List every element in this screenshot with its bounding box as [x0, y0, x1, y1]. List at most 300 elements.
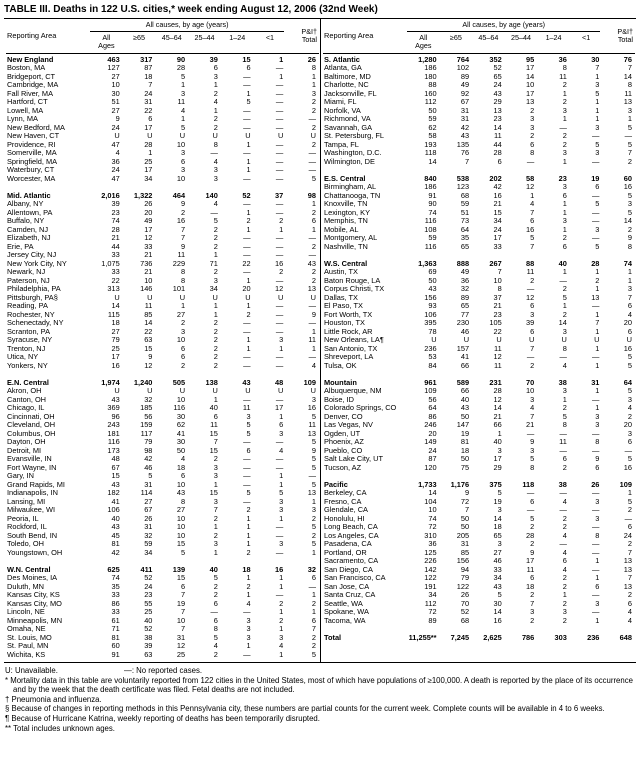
cell-25-44: 7	[213, 505, 218, 515]
cell-25-44: 15	[209, 488, 218, 498]
table-row	[323, 498, 635, 507]
cell-lt-1: —	[275, 241, 284, 251]
reporting-area-label: St. Petersburg, FL	[324, 132, 384, 141]
table-row	[323, 302, 635, 311]
cell-1-24: 3	[246, 624, 251, 634]
cell-all-ages: 149	[424, 437, 437, 447]
cell-1-24: —	[243, 148, 251, 158]
cell-ge-65: 76	[460, 148, 470, 158]
table-row	[323, 243, 635, 252]
table-row	[6, 285, 319, 294]
table-row	[6, 404, 319, 413]
table-row	[6, 608, 319, 617]
table-row	[6, 387, 319, 396]
cell-1-24: 1	[246, 139, 251, 149]
cell-lt-1: —	[275, 309, 284, 319]
cell-1-24: 6	[562, 190, 567, 200]
table-row	[6, 634, 319, 643]
cell-25-44: 7	[530, 343, 535, 353]
cell-45-64: 43	[493, 581, 502, 591]
cell-all-ages: 106	[107, 505, 120, 515]
cell-25-44: 21	[526, 420, 535, 430]
cell-pi-total: —	[308, 156, 316, 166]
cell-all-ages: 45	[111, 530, 120, 540]
table-row	[323, 294, 635, 303]
cell-1-24: 2	[562, 309, 567, 319]
cell-lt-1: —	[592, 505, 600, 515]
cell-all-ages: 43	[111, 394, 120, 404]
cell-1-24: —	[559, 275, 567, 285]
cell-25-44: 2	[530, 105, 535, 115]
reporting-area-label: Fort Wayne, IN	[7, 463, 57, 472]
cell-all-ages: 15	[111, 471, 120, 481]
cell-all-ages: 59	[428, 114, 437, 124]
cell-lt-1: —	[592, 352, 600, 362]
cell-ge-65: U	[463, 335, 470, 345]
cell-all-ages: 58	[428, 131, 437, 141]
cell-1-24: 3	[246, 411, 251, 421]
cell-1-24: —	[559, 122, 567, 132]
cell-pi-total: 11	[308, 420, 316, 430]
cell-1-24: 5	[562, 292, 567, 302]
cell-pi-total: —	[308, 114, 316, 124]
cell-1-24: 3	[562, 386, 567, 396]
cell-1-24: —	[243, 318, 251, 328]
cell-pi-total: 1	[311, 590, 316, 600]
table-row	[323, 523, 635, 532]
cell-lt-1: U	[594, 335, 600, 345]
cell-ge-65: 32	[144, 394, 153, 404]
cell-ge-65: 26	[460, 590, 470, 600]
reporting-area-label: Boise, ID	[324, 395, 354, 404]
reporting-area-label: Erie, PA	[7, 242, 34, 251]
cell-1-24: —	[559, 539, 567, 549]
cell-45-64: 4	[181, 454, 186, 464]
cell-pi-total: 5	[627, 496, 632, 506]
cell-ge-65: 32	[144, 530, 153, 540]
cell-ge-65: 9	[465, 488, 470, 498]
cell-lt-1: —	[275, 522, 284, 532]
cell-ge-65: 36	[460, 275, 470, 285]
cell-1-24: 1	[562, 267, 567, 277]
reporting-area-label: Lynn, MA	[7, 115, 38, 124]
reporting-area-label: Worcester, MA	[7, 174, 56, 183]
cell-ge-65: 26	[144, 513, 153, 523]
cell-pi-total: 2	[311, 598, 316, 608]
cell-1-24: 5	[246, 488, 251, 498]
reporting-area-label: San Jose, CA	[324, 582, 370, 591]
cell-ge-65: 24	[144, 88, 153, 98]
cell-pi-total: 2	[311, 275, 316, 285]
reporting-area-label: Trenton, NJ	[7, 344, 46, 353]
cell-all-ages: 25	[111, 343, 120, 353]
table-row	[6, 430, 319, 439]
cell-lt-1: 4	[279, 445, 284, 455]
reporting-area-label: Rockford, IL	[7, 523, 47, 532]
cell-all-ages: 24	[111, 122, 120, 132]
cell-ge-65: 1,322	[133, 190, 153, 200]
cell-25-44: 16	[526, 224, 535, 234]
table-row	[6, 226, 319, 235]
cell-45-64: 231	[489, 377, 502, 387]
cell-pi-total: —	[624, 131, 632, 141]
cell-pi-total: 14	[623, 216, 632, 226]
cell-ge-65: 65	[460, 241, 470, 251]
cell-1-24: 1	[562, 224, 567, 234]
cell-ge-65: 31	[460, 114, 470, 124]
cell-25-44: 17	[526, 63, 535, 73]
cell-all-ages: 226	[424, 556, 437, 566]
table-row	[6, 73, 319, 82]
cell-25-44: 3	[213, 539, 218, 549]
reporting-area-label: Pittsburgh, PA§	[7, 293, 58, 302]
reporting-area-label: Paterson, NJ	[7, 276, 50, 285]
cell-lt-1: 3	[279, 428, 284, 438]
cell-pi-total: 109	[619, 479, 632, 489]
cell-45-64: 28	[176, 63, 186, 73]
cell-1-24: 1	[246, 522, 251, 532]
cell-ge-65: 49	[460, 80, 470, 90]
table-row-region	[323, 634, 635, 643]
cell-lt-1: 1	[279, 224, 284, 234]
cell-ge-65: 70	[460, 598, 470, 608]
cell-1-24: 36	[558, 54, 567, 64]
cell-1-24: 6	[562, 454, 567, 464]
cell-all-ages: 40	[111, 513, 120, 523]
cell-1-24: 1	[246, 88, 251, 98]
cell-pi-total: 3	[311, 394, 316, 404]
cell-lt-1: 3	[279, 496, 284, 506]
cell-lt-1: 1	[595, 71, 600, 81]
cell-lt-1: 1	[595, 97, 600, 107]
cell-45-64: 6	[181, 343, 186, 353]
cell-ge-65: 55	[144, 598, 153, 608]
table-row	[6, 158, 319, 167]
cell-1-24: 1	[246, 590, 251, 600]
cell-pi-total: 74	[623, 258, 632, 268]
cell-pi-total: 5	[311, 437, 316, 447]
cell-45-64: 37	[493, 292, 502, 302]
cell-pi-total: 6	[627, 301, 632, 311]
cell-25-44: —	[526, 156, 535, 166]
cell-25-44: 12	[526, 182, 535, 192]
cell-1-24: —	[243, 454, 251, 464]
cell-1-24: —	[559, 352, 567, 362]
reporting-area-label: Wichita, KS	[7, 650, 46, 659]
cell-ge-65: 75	[460, 462, 470, 472]
cell-pi-total: 98	[307, 190, 316, 200]
cell-45-64: 11	[494, 131, 502, 141]
table-row	[323, 413, 635, 422]
cell-45-64: 41	[176, 428, 186, 438]
cell-all-ages: 104	[424, 496, 437, 506]
cell-45-64: U	[179, 131, 186, 141]
cell-45-64: 34	[493, 573, 502, 583]
cell-all-ages: 395	[424, 318, 437, 328]
reporting-area-label: Sacramento, CA	[324, 557, 379, 566]
cell-all-ages: 17	[111, 352, 120, 362]
cell-ge-65: U	[147, 131, 153, 141]
cell-1-24: 1	[246, 156, 251, 166]
table-row-region	[323, 260, 635, 269]
cell-pi-total: U	[310, 131, 316, 141]
cell-25-44: 11	[210, 420, 218, 430]
cell-45-64: 4	[181, 105, 186, 115]
cell-25-44: 8	[530, 148, 535, 158]
cell-lt-1: 3	[595, 496, 600, 506]
cell-25-44: 1	[213, 309, 218, 319]
cell-ge-65: 117	[140, 428, 153, 438]
cell-25-44: 1	[213, 522, 218, 532]
cell-45-64: 1	[181, 301, 186, 311]
header-age-col-ge-65: ≥65	[133, 33, 146, 43]
cell-all-ages: 840	[424, 173, 437, 183]
reporting-area-label: Shreveport, LA	[324, 353, 374, 362]
cell-all-ages: U	[431, 335, 437, 345]
table-row	[323, 489, 635, 498]
reporting-area-label: Portland, OR	[324, 548, 367, 557]
cell-pi-total: —	[308, 352, 316, 362]
cell-25-44: 8	[213, 139, 218, 149]
cell-1-24: 18	[242, 564, 251, 574]
reporting-area-label: Knoxville, TN	[324, 200, 368, 209]
cell-45-64: 18	[176, 462, 186, 472]
reporting-area-label: Scranton, PA	[7, 327, 50, 336]
cell-1-24: 2	[562, 522, 567, 532]
cell-lt-1: U	[277, 131, 284, 141]
cell-pi-total: 2	[311, 530, 316, 540]
table-row	[323, 396, 635, 405]
cell-1-24: —	[243, 233, 251, 243]
cell-25-44: 17	[526, 556, 535, 566]
cell-all-ages: 112	[424, 598, 437, 608]
cell-ge-65: 52	[144, 573, 153, 583]
reporting-area-label: South Bend, IN	[7, 531, 58, 540]
cell-pi-total: 5	[311, 411, 316, 421]
cell-1-24: 2	[246, 547, 251, 557]
reporting-area-label: Newark, NJ	[7, 268, 46, 277]
cell-pi-total: —	[308, 233, 316, 243]
cell-25-44: —	[210, 207, 218, 217]
cell-all-ages: 1,075	[101, 258, 120, 268]
reporting-area-label: Lexington, KY	[324, 208, 371, 217]
cell-pi-total: 3	[311, 88, 316, 98]
cell-1-24: 23	[558, 173, 567, 183]
cell-all-ages: 236	[424, 343, 437, 353]
cell-45-64: 11	[177, 250, 186, 260]
cell-all-ages: 71	[111, 624, 120, 634]
cell-1-24: 8	[562, 420, 567, 430]
header-age-col-lt-1: <1	[265, 33, 275, 43]
cell-1-24: —	[243, 326, 251, 336]
reporting-area-label: Springfield, MA	[7, 157, 58, 166]
table-row	[323, 455, 635, 464]
cell-all-ages: 50	[428, 105, 437, 115]
cell-lt-1: 3	[595, 148, 600, 158]
cell-25-44: 3	[530, 122, 535, 132]
cell-pi-total: 13	[307, 488, 316, 498]
cell-45-64: 21	[493, 301, 502, 311]
cell-all-ages: 72	[428, 522, 437, 532]
cell-all-ages: 118	[424, 148, 437, 158]
cell-ge-65: 63	[144, 335, 153, 345]
cell-all-ages: 24	[111, 165, 120, 175]
cell-ge-65: 17	[144, 224, 153, 234]
group-gap	[323, 166, 635, 175]
cell-45-64: 27	[176, 309, 186, 319]
cell-ge-65: 43	[460, 131, 470, 141]
reporting-area-label: Yonkers, NY	[7, 361, 48, 370]
table-row	[6, 438, 319, 447]
table-row	[6, 277, 319, 286]
cell-ge-65: 35	[460, 233, 470, 243]
table-row	[6, 166, 319, 175]
table-row	[323, 234, 635, 243]
reporting-area-label: Washington, D.C.	[324, 149, 382, 158]
cell-25-44: 2	[213, 224, 218, 234]
cell-ge-65: 114	[140, 488, 153, 498]
cell-ge-65: 77	[460, 309, 470, 319]
cell-pi-total: —	[308, 471, 316, 481]
footnote: † Pneumonia and influenza.	[5, 694, 102, 704]
cell-1-24: 4	[562, 564, 567, 574]
cell-pi-total: 3	[627, 105, 632, 115]
cell-45-64: 375	[489, 479, 502, 489]
reporting-area-label: Albany, NY	[7, 200, 44, 209]
cell-ge-65: 63	[144, 649, 153, 659]
cell-25-44: 11	[526, 564, 535, 574]
table-title: TABLE III. Deaths in 122 U.S. cities,* week ending August 12, 2006 (32nd Week)	[4, 4, 378, 15]
cell-ge-65: 49	[144, 216, 153, 226]
cell-45-64: 43	[493, 88, 502, 98]
cell-pi-total: 648	[619, 632, 632, 642]
cell-lt-1: 1	[279, 343, 284, 353]
cell-ge-65: 135	[456, 139, 470, 149]
cell-25-44: —	[526, 352, 535, 362]
cell-ge-65: 123	[456, 182, 470, 192]
cell-lt-1: 1	[279, 54, 284, 64]
cell-ge-65: 411	[140, 564, 153, 574]
cell-1-24: 2	[246, 216, 251, 226]
cell-all-ages: 115	[107, 309, 120, 319]
cell-lt-1: 1	[595, 360, 600, 370]
cell-25-44: 140	[205, 190, 218, 200]
cell-pi-total: 13	[623, 581, 632, 591]
cell-25-44: 1	[530, 190, 535, 200]
reporting-area-label: Peoria, IL	[7, 514, 39, 523]
cell-1-24: 1	[246, 539, 251, 549]
cell-pi-total: 5	[627, 360, 632, 370]
cell-45-64: 31	[176, 632, 186, 642]
cell-lt-1: 8	[595, 437, 600, 447]
cell-lt-1: 19	[591, 173, 600, 183]
cell-ge-65: 23	[144, 590, 153, 600]
cell-45-64: 21	[493, 411, 502, 421]
cell-all-ages: 72	[428, 607, 437, 617]
cell-pi-total: 5	[311, 173, 316, 183]
reporting-area-label: Evansville, IN	[7, 455, 52, 464]
table-row	[6, 345, 319, 354]
cell-45-64: 17	[493, 233, 502, 243]
cell-pi-total: 5	[627, 352, 632, 362]
cell-25-44: 15	[209, 445, 218, 455]
cell-1-24: —	[243, 352, 251, 362]
reporting-area-label: Hartford, CT	[7, 98, 48, 107]
cell-45-64: 23	[493, 114, 502, 124]
cell-all-ages: 74	[428, 513, 437, 523]
cell-pi-total: 1	[311, 71, 316, 81]
cell-1-24: 2	[562, 615, 567, 625]
table-row	[6, 311, 319, 320]
cell-all-ages: 313	[107, 284, 120, 294]
cell-lt-1: 5	[595, 88, 600, 98]
cell-pi-total: 32	[307, 564, 316, 574]
cell-45-64: 29	[493, 97, 502, 107]
cell-all-ages: 27	[111, 105, 120, 115]
cell-1-24: 4	[562, 496, 567, 506]
cell-pi-total: 11	[308, 335, 316, 345]
cell-1-24: —	[559, 505, 567, 515]
cell-1-24: —	[243, 122, 251, 132]
cell-1-24: —	[559, 428, 567, 438]
reporting-area-label: Des Moines, IA	[7, 574, 58, 583]
reporting-area-label: W.S. Central	[324, 259, 368, 268]
cell-45-64: 30	[493, 598, 502, 608]
cell-ge-65: 21	[144, 267, 153, 277]
cell-lt-1: —	[275, 590, 284, 600]
cell-45-64: 7	[181, 590, 186, 600]
cell-1-24: —	[243, 173, 251, 183]
reporting-area-label: Salt Lake City, UT	[324, 455, 384, 464]
header-age-col-ge-65: ≥65	[449, 33, 462, 43]
table-row	[323, 268, 635, 277]
cell-ge-65: 1,240	[133, 377, 153, 387]
cell-25-44: 2	[213, 241, 218, 251]
cell-1-24: —	[243, 360, 251, 370]
cell-lt-1: 16	[275, 564, 284, 574]
table-row	[6, 455, 319, 464]
cell-lt-1: 6	[595, 462, 600, 472]
cell-pi-total: 5	[311, 522, 316, 532]
cell-ge-65: 230	[456, 318, 470, 328]
group-gap	[323, 370, 635, 379]
reporting-area-label: Norfolk, VA	[324, 106, 361, 115]
table-row	[323, 566, 635, 575]
cell-lt-1: 8	[595, 530, 600, 540]
cell-lt-1: 28	[591, 258, 600, 268]
cell-pi-total: 2	[311, 105, 316, 115]
cell-lt-1: —	[275, 275, 284, 285]
cell-pi-total: 5	[311, 462, 316, 472]
cell-pi-total: 2	[627, 156, 632, 166]
cell-45-64: 22	[493, 326, 502, 336]
reporting-area-label: Long Beach, CA	[324, 523, 378, 532]
cell-all-ages: 27	[111, 71, 120, 81]
cell-45-64: 14	[493, 122, 502, 132]
cell-1-24: 1	[562, 88, 567, 98]
cell-pi-total: 13	[623, 564, 632, 574]
cell-1-24: —	[243, 71, 251, 81]
cell-lt-1: 30	[591, 54, 600, 64]
cell-45-64: 10	[176, 615, 186, 625]
cell-1-24: 3	[562, 216, 567, 226]
cell-ge-65: 31	[144, 479, 153, 489]
cell-lt-1: 1	[595, 267, 600, 277]
reporting-area-label: Tucson, AZ	[324, 463, 362, 472]
reporting-area-label: Canton, OH	[7, 395, 47, 404]
cell-25-44: 4	[530, 199, 535, 209]
cell-ge-65: 52	[144, 624, 153, 634]
